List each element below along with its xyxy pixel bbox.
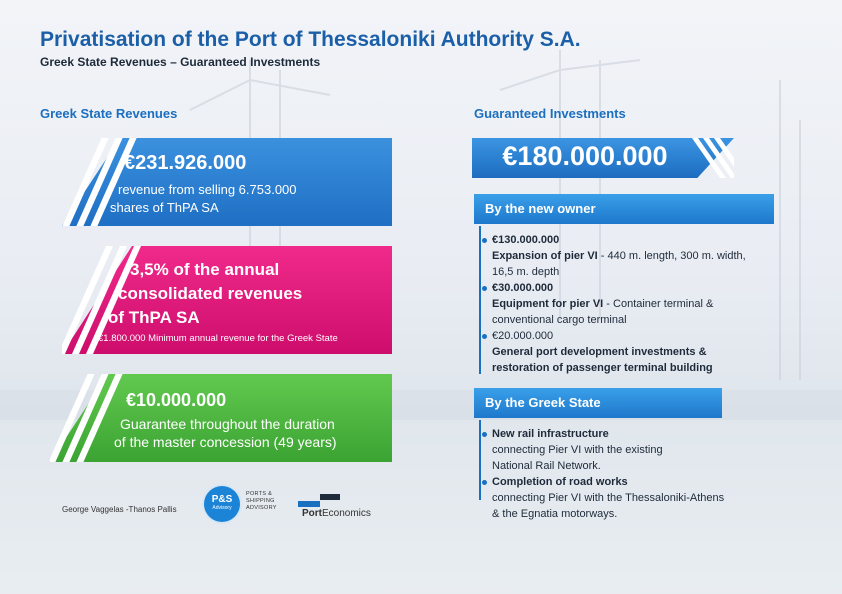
revenues-heading: Greek State Revenues — [40, 106, 178, 121]
page-title: Privatisation of the Port of Thessaloniki Authority S.A. — [40, 28, 581, 51]
owner-item-1-desc1: - 440 m. length, 300 m. width, — [597, 250, 746, 262]
porteconomics-part2: Economics — [322, 508, 371, 519]
revenue-card-sale — [62, 138, 392, 226]
share-line-1: 3,5% of the annual — [130, 260, 280, 279]
owner-item-general-development — [474, 328, 794, 376]
page-subtitle: Greek State Revenues – Guaranteed Investments — [40, 55, 321, 69]
owner-item-pier-expansion — [474, 232, 794, 280]
state-heading-bar: By the Greek State — [474, 388, 722, 418]
state-item-1-desc1: connecting Pier VI with the existing — [492, 444, 663, 456]
sale-amount: €231.926.000 — [124, 152, 247, 174]
owner-item-1-title: Expansion of pier VI — [492, 250, 598, 262]
ps-logo-abbr: P&S — [211, 494, 233, 505]
guarantee-line-1: Guarantee throughout the duration — [120, 416, 335, 432]
owner-item-2-desc2: conventional cargo terminal — [492, 314, 627, 326]
bullet-icon — [482, 432, 487, 437]
owner-item-equipment — [474, 280, 794, 328]
authors: George Vaggelas -Thanos Pallis — [62, 505, 177, 514]
ps-logo-sub: Advisory — [212, 505, 232, 511]
revenue-card-guarantee — [50, 374, 392, 462]
state-item-1-title: New rail infrastructure — [492, 428, 609, 440]
investments-heading: Guaranteed Investments — [474, 106, 626, 121]
state-list — [474, 426, 794, 522]
bullet-icon — [482, 334, 487, 339]
share-line-3: of ThPA SA — [108, 308, 200, 327]
owner-item-1-amount: €130.000.000 — [492, 234, 560, 246]
owner-item-3-title1: General port development investments & — [492, 346, 707, 358]
bullet-icon — [482, 480, 487, 485]
owner-item-3-title2: restoration of passenger terminal building — [492, 362, 713, 374]
sale-line-2: shares of ThPA SA — [110, 200, 219, 215]
porteconomics-mark-blue — [298, 501, 320, 507]
bullet-icon — [482, 286, 487, 291]
bullet-icon — [482, 238, 487, 243]
sale-line-1: revenue from selling 6.753.000 — [118, 182, 297, 197]
ps-wordmark-line-2: SHIPPING — [246, 498, 275, 504]
owner-item-2-title: Equipment for pier VI — [492, 298, 604, 310]
owner-item-2-amount: €30.000.000 — [492, 282, 554, 294]
state-item-road — [474, 474, 794, 522]
owner-heading-bar: By the new owner — [474, 194, 774, 224]
ps-wordmark-line-3: ADVISORY — [246, 505, 277, 511]
state-item-2-desc1: connecting Pier VI with the Thessaloniki-Athens — [492, 492, 725, 504]
ps-wordmark-line-1: PORTS & — [246, 491, 273, 497]
owner-list — [474, 232, 794, 376]
state-item-2-desc2: & the Egnatia motorways. — [492, 508, 618, 520]
owner-item-3-amount: €20.000.000 — [492, 330, 554, 342]
ps-advisory-wordmark — [246, 491, 277, 512]
guarantee-line-2: of the master concession (49 years) — [114, 434, 337, 450]
ps-advisory-logo — [204, 486, 240, 522]
porteconomics-part1: Port — [302, 508, 322, 519]
share-line-2: consolidated revenues — [118, 284, 303, 303]
state-item-rail — [474, 426, 794, 474]
investments-total-banner — [472, 138, 734, 178]
state-item-2-title: Completion of road works — [492, 476, 628, 488]
share-note: €1.800.000 Minimum annual revenue for the Greek State — [98, 333, 338, 344]
guarantee-amount: €10.000.000 — [126, 390, 227, 410]
state-item-1-desc2: National Rail Network. — [492, 460, 601, 472]
owner-item-1-desc2: 16,5 m. depth — [492, 266, 560, 278]
owner-item-2-desc1: - Container terminal & — [603, 298, 714, 310]
revenue-card-share — [62, 246, 392, 354]
investments-total: €180.000.000 — [502, 141, 668, 171]
porteconomics-mark-dark — [320, 494, 340, 500]
